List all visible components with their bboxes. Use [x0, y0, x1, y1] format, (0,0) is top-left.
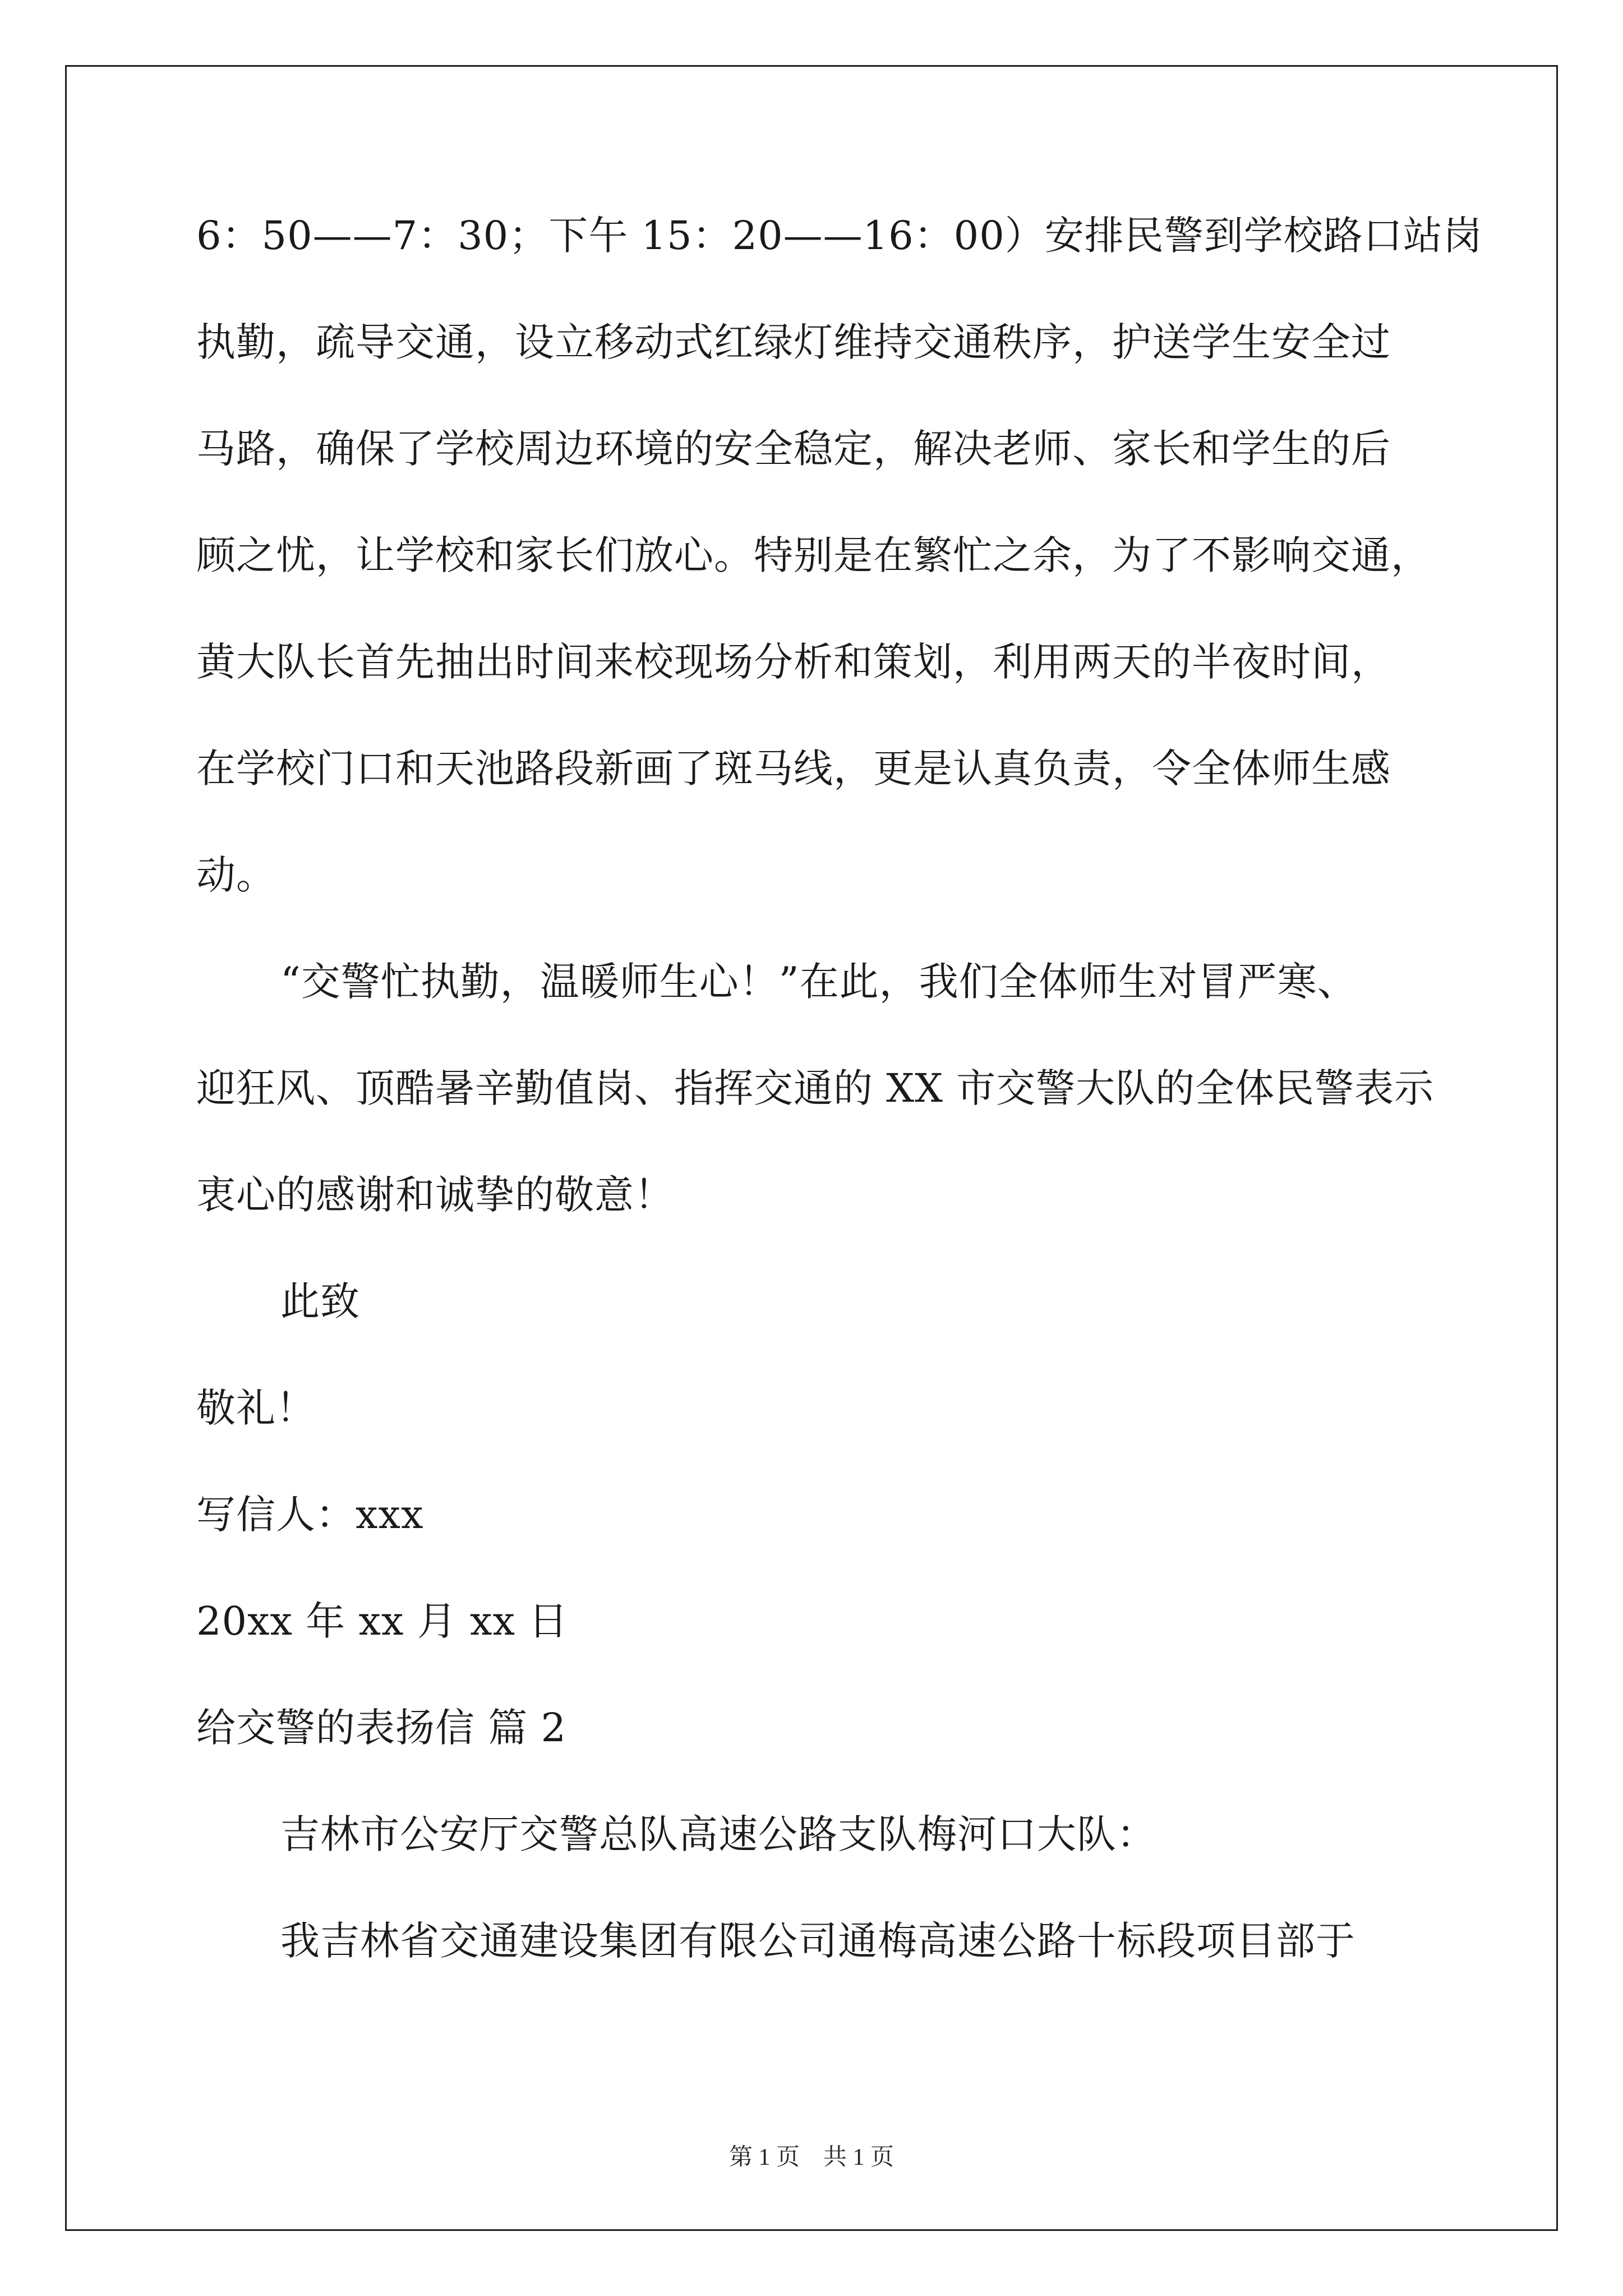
text-line: 在学校门口和天池路段新画了斑马线，更是认真负责，令全体师生感	[196, 746, 1391, 792]
text-line: 我吉林省交通建设集团有限公司通梅高速公路十标段项目部于	[280, 1918, 1355, 1964]
text-line: 动。	[196, 852, 276, 898]
text-line: 衷心的感谢和诚挚的敬意！	[196, 1172, 674, 1218]
closing-regards: 敬礼！	[196, 1385, 316, 1431]
letter-signature: 写信人：xxx	[196, 1492, 424, 1538]
section-heading: 给交警的表扬信 篇 2	[196, 1705, 567, 1751]
text-line: “交警忙执勤，温暖师生心！”在此，我们全体师生对冒严寒、	[280, 959, 1357, 1005]
text-line: 6：50——7：30；下午 15：20——16：00）安排民警到学校路口站岗	[196, 213, 1483, 259]
text-line: 黄大队长首先抽出时间来校现场分析和策划，利用两天的半夜时间，	[196, 639, 1391, 685]
text-line: 执勤，疏导交通，设立移动式红绿灯维持交通秩序，护送学生安全过	[196, 319, 1391, 365]
document-body	[196, 213, 1483, 2028]
text-line: 马路，确保了学校周边环境的安全稳定，解决老师、家长和学生的后	[196, 426, 1391, 472]
text-line: 顾之忧，让学校和家长们放心。特别是在繁忙之余，为了不影响交通，	[196, 532, 1431, 578]
letter-date: 20xx 年 xx 月 xx 日	[196, 1598, 569, 1644]
page-number-footer: 第 1 页 共 1 页	[728, 2145, 894, 2170]
closing-salutation: 此致	[280, 1278, 360, 1324]
text-line: 迎狂风、顶酷暑辛勤值岗、指挥交通的 XX 市交警大队的全体民警表示	[196, 1065, 1435, 1111]
letter-recipient: 吉林市公安厅交警总队高速公路支队梅河口大队：	[280, 1811, 1156, 1857]
